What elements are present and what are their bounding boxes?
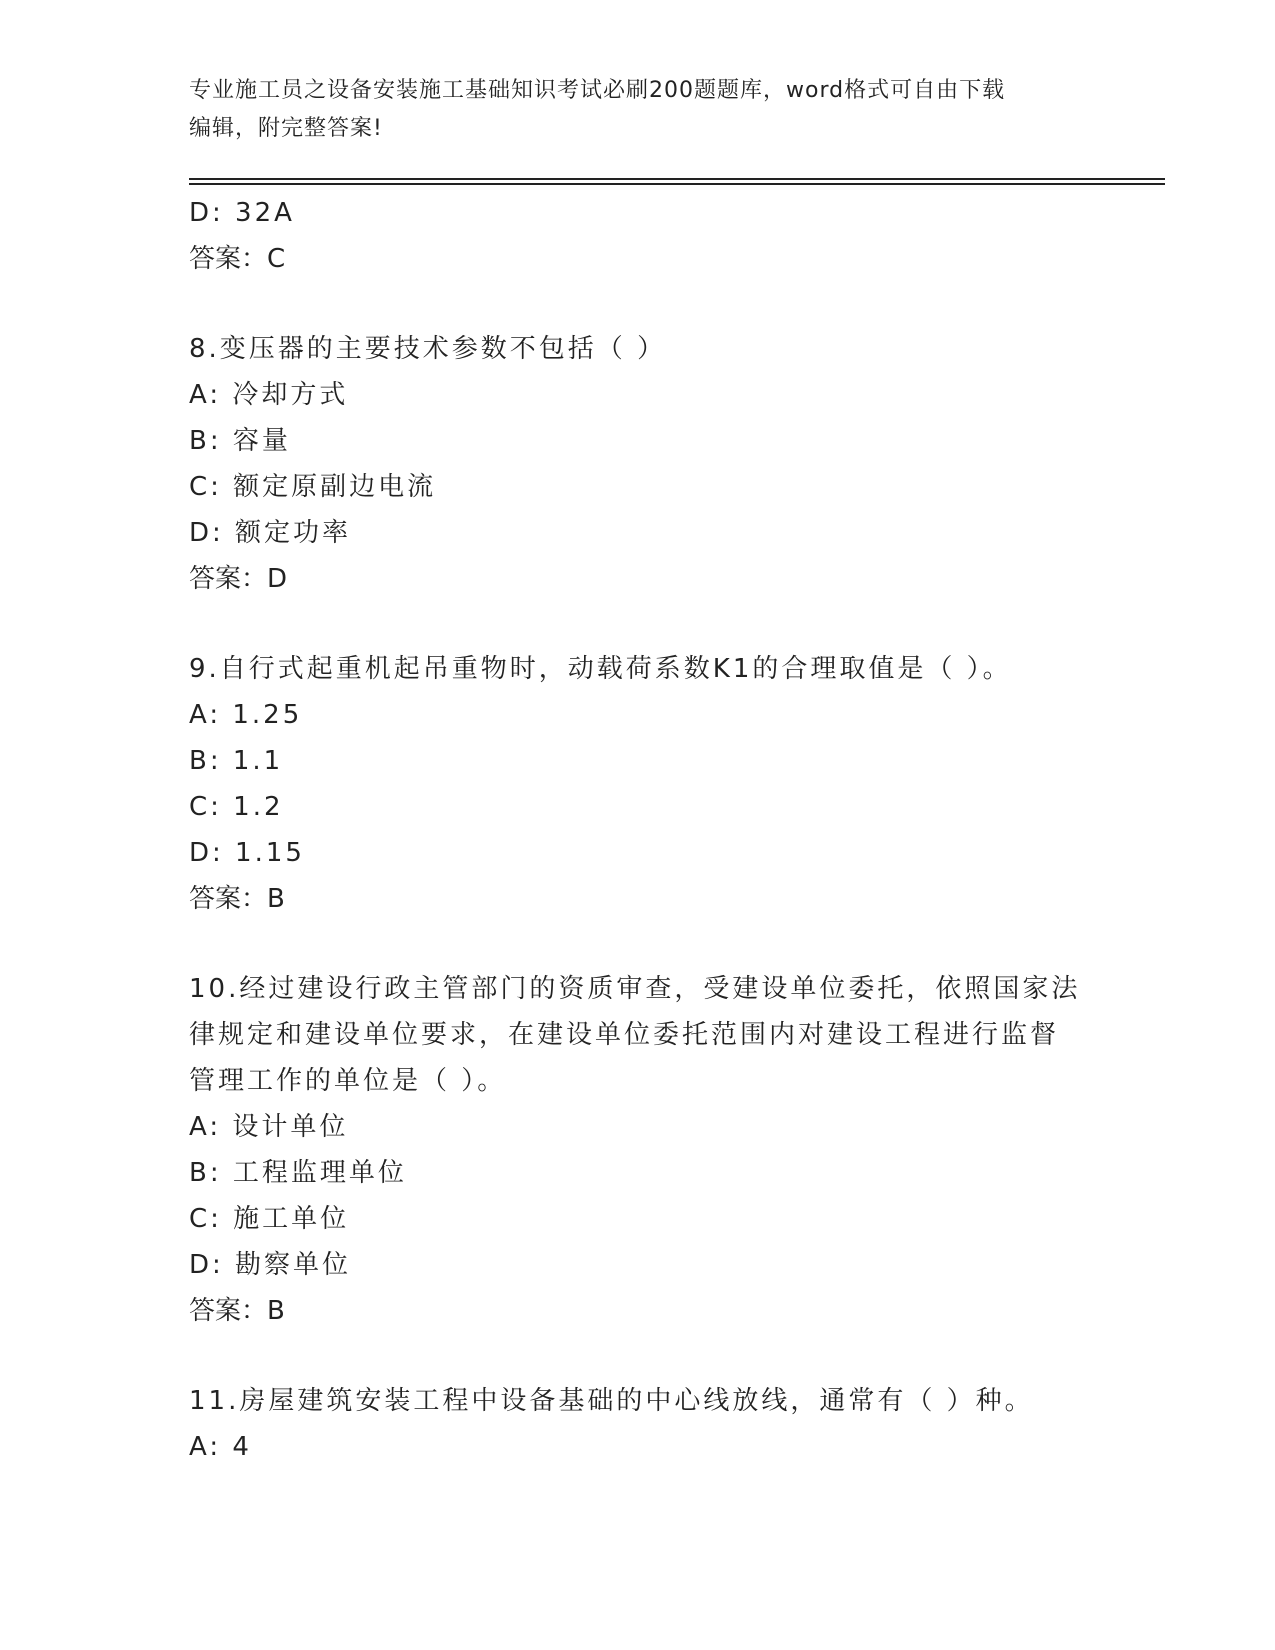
question-list <box>189 190 1089 1470</box>
option-d: D: 1.15 <box>189 838 305 868</box>
question-text-line-2: 律规定和建设单位要求，在建设单位委托范围内对建设工程进行监督 <box>189 1020 1060 1050</box>
question-8 <box>189 326 1089 602</box>
option-b: B: 容量 <box>189 426 291 456</box>
option-b: B: 1.1 <box>189 746 284 776</box>
option-c: C: 施工单位 <box>189 1204 350 1234</box>
option-b: B: 工程监理单位 <box>189 1158 407 1188</box>
answer-line: 答案：B <box>189 1296 285 1326</box>
question-text: 8.变压器的主要技术参数不包括（ ） <box>189 334 667 364</box>
question-11 <box>189 1378 1089 1470</box>
option-a: A: 1.25 <box>189 700 303 730</box>
question-text-line-1: 10.经过建设行政主管部门的资质审查，受建设单位委托，依照国家法 <box>189 974 1081 1004</box>
header-title-line-1: 专业施工员之设备安装施工基础知识考试必刷200题题库，word格式可自由下载 <box>189 78 1006 103</box>
question-text: 11.房屋建筑安装工程中设备基础的中心线放线，通常有（ ）种。 <box>189 1386 1034 1416</box>
question-7-continuation <box>189 190 1089 282</box>
answer-line: 答案：D <box>189 564 288 594</box>
option-a: A: 冷却方式 <box>189 380 349 410</box>
question-9 <box>189 646 1089 922</box>
question-10 <box>189 966 1089 1334</box>
question-text-line-3: 管理工作的单位是（ ）。 <box>189 1066 507 1096</box>
option-d: D: 额定功率 <box>189 518 352 548</box>
header-title-line-2: 编辑，附完整答案! <box>189 116 383 141</box>
option-d: D: 勘察单位 <box>189 1250 352 1280</box>
document-header <box>189 72 1089 148</box>
answer-line: 答案：B <box>189 884 285 914</box>
question-text: 9.自行式起重机起吊重物时，动载荷系数K1的合理取值是（ ）。 <box>189 654 1012 684</box>
option-d: D: 32A <box>189 198 295 228</box>
option-c: C: 额定原副边电流 <box>189 472 437 502</box>
header-divider-top <box>189 178 1165 180</box>
answer-line: 答案：C <box>189 244 286 274</box>
header-divider-bottom <box>189 183 1165 185</box>
option-c: C: 1.2 <box>189 792 284 822</box>
option-a: A: 设计单位 <box>189 1112 349 1142</box>
option-a: A: 4 <box>189 1432 252 1462</box>
